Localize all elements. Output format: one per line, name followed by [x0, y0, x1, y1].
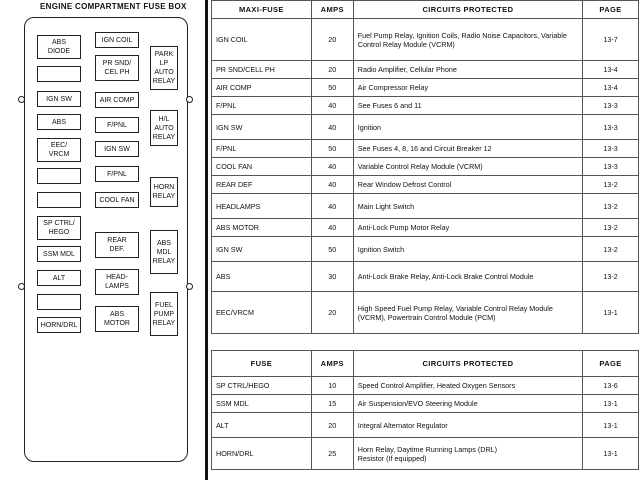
fuse-name-cell: ABS — [212, 262, 312, 292]
circuits-cell: Integral Alternator Regulator — [353, 413, 582, 438]
circuits-cell: See Fuses 6 and 11 — [353, 97, 582, 115]
mount-tab — [18, 96, 25, 103]
page-cell: 13-2 — [583, 262, 639, 292]
amps-cell: 25 — [311, 438, 353, 470]
fuse-name-cell: PR SND/CELL PH — [212, 61, 312, 79]
relay-horn: HORN RELAY — [150, 177, 178, 207]
relay-abs-mdl: ABS MDL RELAY — [150, 230, 178, 274]
table-row — [212, 237, 639, 262]
circuits-cell: Speed Control Amplifier, Heated Oxygen Sensors — [353, 377, 582, 395]
mount-tab — [186, 283, 193, 290]
fuse-cool-fan: COOL FAN — [95, 192, 139, 208]
amps-cell: 40 — [311, 97, 353, 115]
table-row — [212, 194, 639, 219]
fuse-name-cell: ABS MOTOR — [212, 219, 312, 237]
fuse-horn-drl: HORN/DRL — [37, 317, 81, 333]
amps-cell: 10 — [311, 377, 353, 395]
fuse-ign-sw: IGN SW — [95, 141, 139, 157]
circuits-cell: Ignition Switch — [353, 237, 582, 262]
amps-cell: 50 — [311, 140, 353, 158]
fuse-name-cell: SSM MDL — [212, 395, 312, 413]
column-header: PAGE — [583, 351, 639, 377]
page-cell: 13-2 — [583, 219, 639, 237]
amps-cell: 50 — [311, 79, 353, 97]
column-header: CIRCUITS PROTECTED — [353, 351, 582, 377]
amps-cell: 40 — [311, 194, 353, 219]
fuse-blank — [37, 294, 81, 310]
page-cell: 13-1 — [583, 438, 639, 470]
fuse-blank — [37, 168, 81, 184]
amps-cell: 30 — [311, 262, 353, 292]
amps-cell: 40 — [311, 158, 353, 176]
fuse-rear-def: REAR DEF. — [95, 232, 139, 258]
fuse-name-cell: IGN COIL — [212, 19, 312, 61]
column-header: PAGE — [583, 1, 639, 19]
table-row — [212, 97, 639, 115]
table-row — [212, 79, 639, 97]
fuse-abs-diode: ABS DIODE — [37, 35, 81, 59]
column-header: MAXI-FUSE — [212, 1, 312, 19]
page-cell: 13-4 — [583, 61, 639, 79]
page-cell: 13-3 — [583, 158, 639, 176]
page-cell: 13-6 — [583, 377, 639, 395]
fuse-eec-vrcm: EEC/ VRCM — [37, 138, 81, 162]
circuits-cell: Anti-Lock Pump Motor Relay — [353, 219, 582, 237]
fuse-abs-motor: ABS MOTOR — [95, 306, 139, 332]
fuse-ssm-mdl: SSM MDL — [37, 246, 81, 262]
amps-cell: 20 — [311, 292, 353, 334]
fuse-name-cell: HORN/DRL — [212, 438, 312, 470]
table-row — [212, 377, 639, 395]
fuse-name-cell: AIR COMP — [212, 79, 312, 97]
page-cell: 13-1 — [583, 395, 639, 413]
table-row — [212, 292, 639, 334]
table-row — [212, 438, 639, 470]
table-row — [212, 413, 639, 438]
amps-cell: 20 — [311, 19, 353, 61]
circuits-cell: Variable Control Relay Module (VCRM) — [353, 158, 582, 176]
column-header: CIRCUITS PROTECTED — [353, 1, 582, 19]
page-cell: 13-1 — [583, 292, 639, 334]
fuse-name-cell: COOL FAN — [212, 158, 312, 176]
circuits-cell: Ignition — [353, 115, 582, 140]
fuse-blank — [37, 66, 81, 82]
fuse-ign-sw: IGN SW — [37, 91, 81, 107]
fuse-name-cell: EEC/VRCM — [212, 292, 312, 334]
fuse-blank — [37, 192, 81, 208]
relay-fuel-pump: FUEL PUMP RELAY — [150, 292, 178, 336]
fuse-name-cell: ALT — [212, 413, 312, 438]
table-row — [212, 219, 639, 237]
mount-tab — [186, 96, 193, 103]
page-cell: 13-2 — [583, 237, 639, 262]
table-row — [212, 140, 639, 158]
column-header: AMPS — [311, 351, 353, 377]
table-row — [212, 115, 639, 140]
circuits-cell: Air Compressor Relay — [353, 79, 582, 97]
divider — [205, 0, 208, 480]
table-row — [212, 262, 639, 292]
fuse-name-cell: REAR DEF — [212, 176, 312, 194]
fuse-f-pnl: F/PNL — [95, 117, 139, 133]
page-cell: 13-1 — [583, 413, 639, 438]
maxi-fuse-table — [211, 0, 639, 334]
circuits-cell: High Speed Fuel Pump Relay, Variable Control Relay Module (VCRM), Powertrain Control Module (PCM) — [353, 292, 582, 334]
fuse-f-pnl: F/PNL — [95, 166, 139, 182]
mount-tab — [18, 283, 25, 290]
table-row — [212, 19, 639, 61]
fuse-table — [211, 350, 639, 470]
circuits-cell: See Fuses 4, 8, 16 and Circuit Breaker 12 — [353, 140, 582, 158]
amps-cell: 40 — [311, 115, 353, 140]
amps-cell: 40 — [311, 176, 353, 194]
fuse-name-cell: F/PNL — [212, 97, 312, 115]
page-cell: 13-3 — [583, 97, 639, 115]
fuse-pr-snd-cel-ph: PR SND/ CEL PH — [95, 55, 139, 81]
table-row — [212, 61, 639, 79]
fuse-headlamps: HEAD- LAMPS — [95, 269, 139, 295]
page-cell: 13-3 — [583, 115, 639, 140]
page-cell: 13-2 — [583, 176, 639, 194]
circuits-cell: Air Suspension/EVO Steering Module — [353, 395, 582, 413]
amps-cell: 40 — [311, 219, 353, 237]
circuits-cell: Radio Amplifier, Cellular Phone — [353, 61, 582, 79]
circuits-cell: Horn Relay, Daytime Running Lamps (DRL) Resistor (If equipped) — [353, 438, 582, 470]
circuits-cell: Anti-Lock Brake Relay, Anti-Lock Brake Control Module — [353, 262, 582, 292]
column-header: AMPS — [311, 1, 353, 19]
fuse-sp-ctrl-hego: SP CTRL/ HEGO — [37, 216, 81, 240]
circuits-cell: Fuel Pump Relay, Ignition Coils, Radio Noise Capacitors, Variable Control Relay Module (VCRM) — [353, 19, 582, 61]
table-row — [212, 395, 639, 413]
page-cell: 13-4 — [583, 79, 639, 97]
fuse-air-comp: AIR COMP — [95, 92, 139, 108]
fuse-name-cell: IGN SW — [212, 237, 312, 262]
relay-park-lp-auto: PARK LP AUTO RELAY — [150, 46, 178, 90]
fuse-abs: ABS — [37, 114, 81, 130]
amps-cell: 20 — [311, 61, 353, 79]
circuits-cell: Rear Window Defrost Control — [353, 176, 582, 194]
relay-hl-auto: H/L AUTO RELAY — [150, 110, 178, 146]
column-header: FUSE — [212, 351, 312, 377]
table-row — [212, 176, 639, 194]
table-row — [212, 158, 639, 176]
amps-cell: 50 — [311, 237, 353, 262]
fuse-box-title: ENGINE COMPARTMENT FUSE BOX — [40, 2, 187, 11]
circuits-cell: Main Light Switch — [353, 194, 582, 219]
page-cell: 13-7 — [583, 19, 639, 61]
fuse-name-cell: HEADLAMPS — [212, 194, 312, 219]
fuse-ign-coil: IGN COIL — [95, 32, 139, 48]
page-cell: 13-3 — [583, 140, 639, 158]
fuse-name-cell: IGN SW — [212, 115, 312, 140]
amps-cell: 20 — [311, 413, 353, 438]
fuse-name-cell: F/PNL — [212, 140, 312, 158]
page-cell: 13-2 — [583, 194, 639, 219]
fuse-alt: ALT — [37, 270, 81, 286]
fuse-name-cell: SP CTRL/HEGO — [212, 377, 312, 395]
amps-cell: 15 — [311, 395, 353, 413]
